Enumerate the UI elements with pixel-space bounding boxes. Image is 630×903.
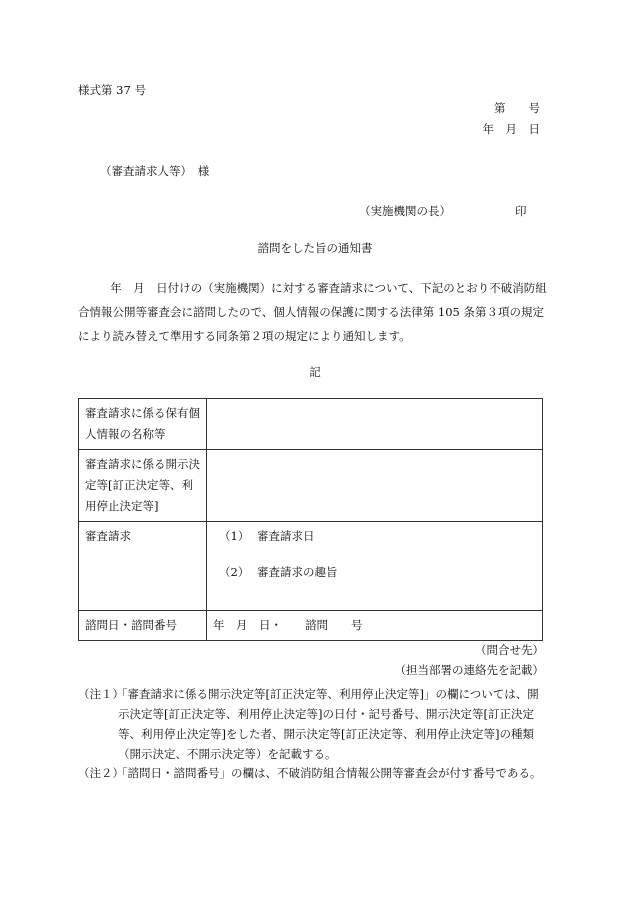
- issue-date: 年 月 日: [482, 122, 540, 136]
- request-date-item: [213, 526, 536, 547]
- row-label-request: 審査請求: [79, 522, 207, 611]
- body-paragraph: 年 月 日付けの（実施機関）に対する審査請求について、下記のとおり不破消防組合情報公開等審査会に諮問したので、個人情報の保護に関する法律第 105 条第３項の規定により読み替えて準用する同条第２項の規定により通知します。: [78, 281, 547, 343]
- row-label-inquiry-date: 諮問日・諮問番号: [79, 611, 207, 641]
- table-row: [79, 611, 543, 641]
- table-row: [79, 399, 543, 450]
- note-label: （注１）: [78, 687, 124, 701]
- document-number: 第 号: [494, 101, 540, 115]
- item-number: （1）: [219, 529, 250, 543]
- note-2: [78, 763, 548, 783]
- table-row: [79, 522, 543, 611]
- request-purpose-item: [213, 562, 536, 583]
- item-text: 審査請求の趣旨: [257, 565, 338, 579]
- document-title: 諮問をした旨の通知書: [257, 241, 373, 255]
- item-text: 審査請求日: [257, 529, 315, 543]
- row-value-disclosure-decision: [207, 450, 543, 522]
- seal-mark: 印: [515, 204, 527, 218]
- contact-label: （問合せ先）: [475, 643, 544, 657]
- note-1: [78, 684, 548, 764]
- ki-heading: 記: [309, 365, 321, 379]
- row-label-disclosure-decision: 審査請求に係る開示決定等[訂正決定等、利用停止決定等]: [79, 450, 207, 522]
- row-value-request: [207, 522, 543, 611]
- row-value-inquiry-date: 年 月 日・ 諮問 号: [207, 611, 543, 641]
- info-table: [78, 398, 543, 641]
- issuer-name: （実施機関の長）: [359, 204, 451, 218]
- note-text: 「審査請求に係る開示決定等[訂正決定等、利用停止決定等]」の欄については、開示決定等[訂正決定等、利用停止決定等]の日付・記号番号、開示決定等[訂正決定等、利用停止決定等]をした者、開示決定等[訂正決定等、利用停止決定等]の種類（開示決定、不開示決定等）を記載する。: [116, 687, 539, 761]
- form-number: 様式第 37 号: [78, 83, 146, 97]
- row-label-personal-info: 審査請求に係る保有個人情報の名称等: [79, 399, 207, 450]
- row-value-personal-info: [207, 399, 543, 450]
- addressee: （審査請求人等） 様: [100, 164, 210, 178]
- item-number: （2）: [219, 565, 250, 579]
- contact-note: （担当部署の連絡先を記載）: [394, 663, 544, 677]
- note-text: 「諮問日・諮問番号」の欄は、不破消防組合情報公開等審査会が付す番号である。: [116, 766, 542, 780]
- table-row: [79, 450, 543, 522]
- note-label: （注２）: [78, 766, 124, 780]
